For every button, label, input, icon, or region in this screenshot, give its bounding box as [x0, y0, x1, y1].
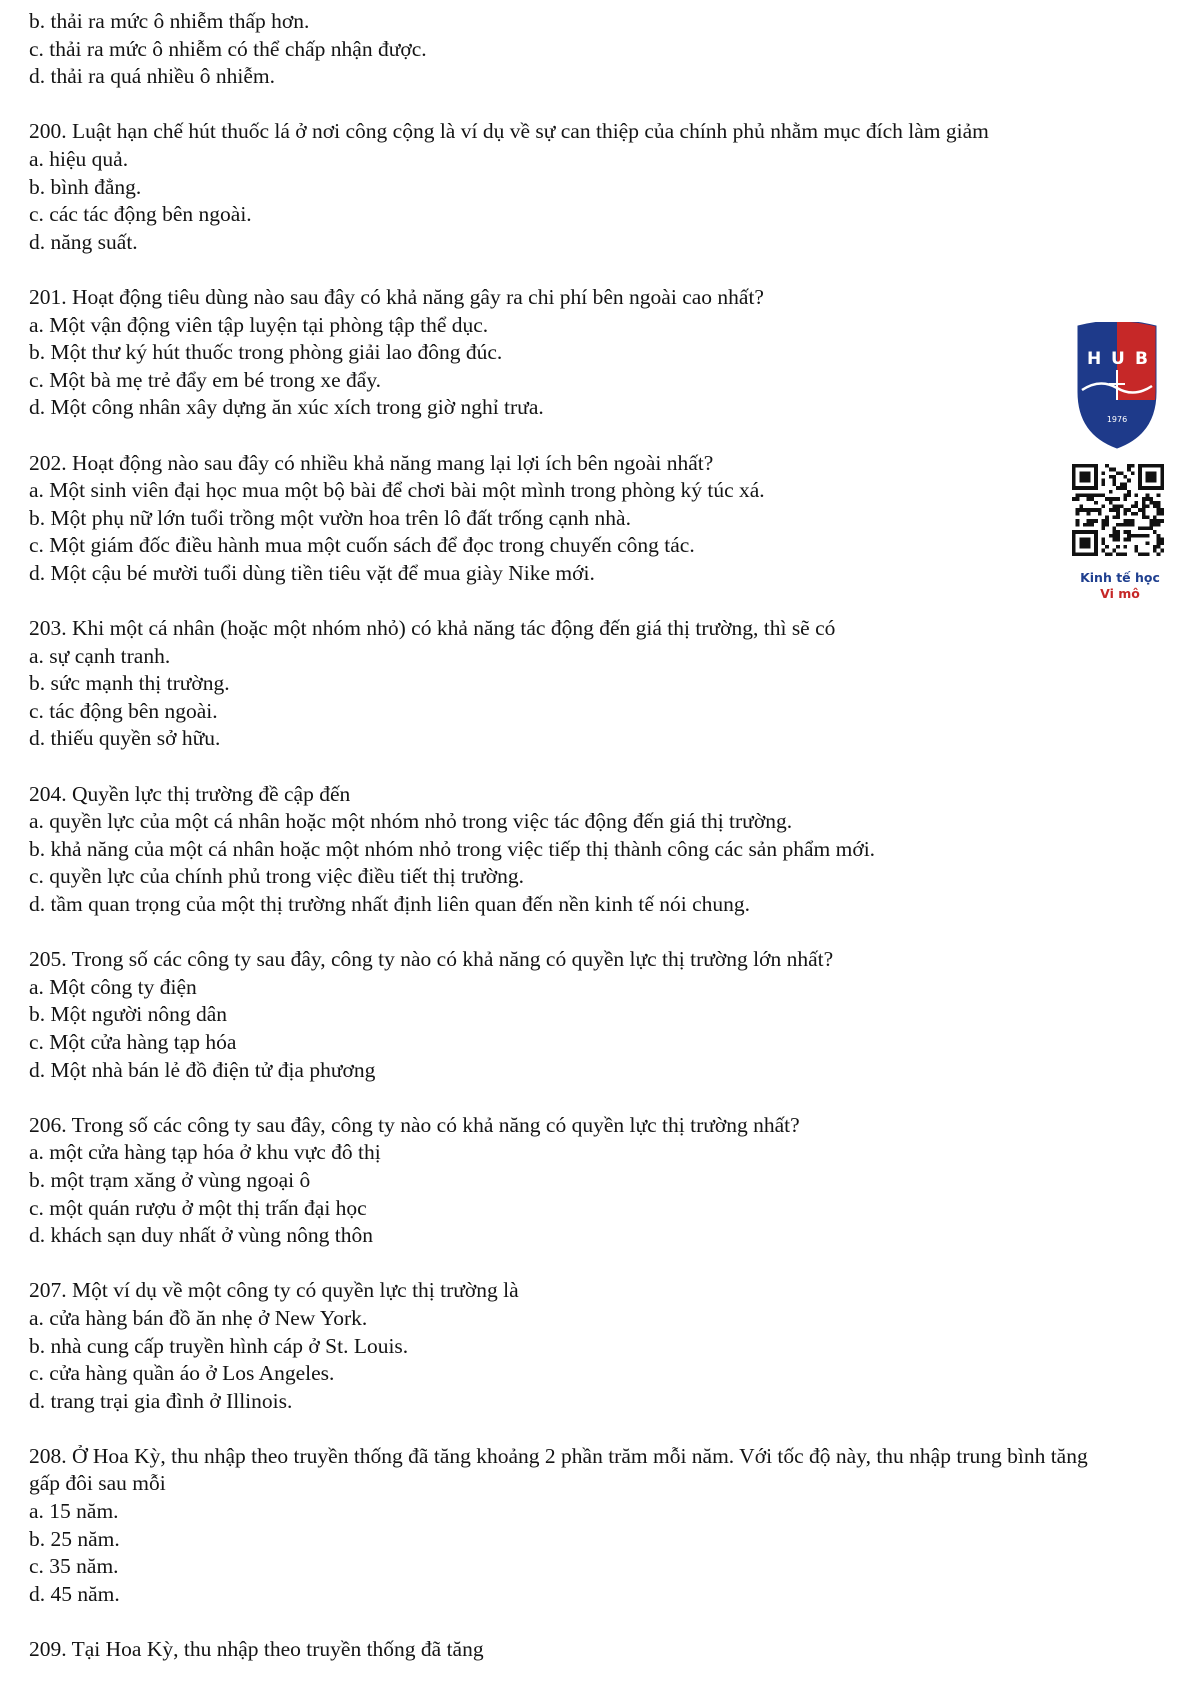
- question-title: 204. Quyền lực thị trường đề cập đến: [29, 781, 351, 806]
- question-block: [29, 587, 1109, 753]
- option-line: d. thải ra quá nhiều ô nhiễm.: [29, 64, 275, 89]
- qr-code: [1072, 464, 1164, 556]
- option-line: b. bình đẳng.: [29, 174, 142, 199]
- hub-logo: [1072, 322, 1162, 457]
- question-title: 205. Trong số các công ty sau đây, công ty nào có khả năng có quyền lực thị trường lớn nhất?: [29, 947, 834, 972]
- option-line: a. quyền lực của một cá nhân hoặc một nhóm nhỏ trong việc tác động đến giá thị trường.: [29, 809, 793, 834]
- question-spacer: [29, 1084, 1109, 1112]
- option-line: b. Một người nông dân: [29, 1002, 228, 1027]
- logo-letter-b: B: [1135, 349, 1148, 369]
- logo-letter-u: U: [1111, 349, 1125, 369]
- option-line: d. tầm quan trọng của một thị trường nhất định liên quan đến nền kinh tế nói chung.: [29, 892, 751, 916]
- question-spacer: [29, 753, 1109, 781]
- question-spacer: [29, 919, 1109, 947]
- question-title: 207. Một ví dụ về một công ty có quyền lực thị trường là: [29, 1278, 519, 1303]
- option-line: b. khả năng của một cá nhân hoặc một nhóm nhỏ trong việc tiếp thị thành công các sản phẩm mới.: [29, 836, 876, 861]
- option-line: b. thải ra mức ô nhiễm thấp hơn.: [29, 9, 310, 33]
- question-title: 203. Khi một cá nhân (hoặc một nhóm nhỏ) có khả năng tác động đến giá thị trường, thì sẽ có: [29, 616, 836, 641]
- option-line: a. Một vận động viên tập luyện tại phòng tập thể dục.: [29, 312, 489, 337]
- sidebar-caption: [1068, 570, 1172, 602]
- option-line: c. Một bà mẹ trẻ đẩy em bé trong xe đẩy.: [29, 367, 382, 392]
- question-block: [29, 1250, 1109, 1416]
- option-line: d. thiếu quyền sở hữu.: [29, 726, 221, 751]
- option-line: c. quyền lực của chính phủ trong việc điều tiết thị trường.: [29, 864, 525, 889]
- option-line: d. Một công nhân xây dựng ăn xúc xích trong giờ nghỉ trưa.: [29, 395, 544, 420]
- question-title: 206. Trong số các công ty sau đây, công ty nào có khả năng có quyền lực thị trường nhất?: [29, 1112, 800, 1137]
- option-line: a. Một công ty điện: [29, 974, 197, 999]
- question-spacer: [29, 1608, 1109, 1636]
- logo-letter-h: H: [1087, 349, 1102, 369]
- question-block: [29, 1415, 1109, 1608]
- question-spacer: [29, 1415, 1109, 1443]
- question-title: 208. Ở Hoa Kỳ, thu nhập theo truyền thống đã tăng khoảng 2 phần trăm mỗi năm. Với tốc độ này, thu nhập trung bình tăng gấp đôi sau mỗi: [29, 1443, 1088, 1496]
- question-spacer: [29, 422, 1109, 450]
- question-block: [29, 919, 1109, 1085]
- logo-year: 1976: [1106, 415, 1128, 424]
- option-line: a. sự cạnh tranh.: [29, 643, 171, 668]
- option-line: b. nhà cung cấp truyền hình cáp ở St. Louis.: [29, 1333, 409, 1358]
- question-block: [29, 1608, 1109, 1663]
- question-list: [29, 91, 1109, 1664]
- option-line: b. sức mạnh thị trường.: [29, 671, 230, 696]
- option-line: c. thải ra mức ô nhiễm có thể chấp nhận được.: [29, 36, 427, 61]
- option-line: a. 15 năm.: [29, 1499, 119, 1524]
- question-title: 202. Hoạt động nào sau đây có nhiều khả năng mang lại lợi ích bên ngoài nhất?: [29, 450, 714, 475]
- question-title: 201. Hoạt động tiêu dùng nào sau đây có khả năng gây ra chi phí bên ngoài cao nhất?: [29, 284, 764, 309]
- option-line: d. năng suất.: [29, 229, 138, 254]
- question-spacer: [29, 256, 1109, 284]
- document-body: [29, 8, 1109, 1664]
- option-line: d. trang trại gia đình ở Illinois.: [29, 1388, 293, 1413]
- option-line: d. khách sạn duy nhất ở vùng nông thôn: [29, 1223, 373, 1248]
- option-line: c. một quán rượu ở một thị trấn đại học: [29, 1195, 367, 1220]
- option-line: b. Một thư ký hút thuốc trong phòng giải lao đông đúc.: [29, 340, 503, 365]
- option-line: b. 25 năm.: [29, 1526, 120, 1551]
- option-line: a. cửa hàng bán đồ ăn nhẹ ở New York.: [29, 1305, 368, 1330]
- question-spacer: [29, 1250, 1109, 1278]
- option-line: c. 35 năm.: [29, 1554, 119, 1579]
- caption-line-1: Kinh tế học: [1080, 570, 1160, 585]
- caption-line-2: Vi mô: [1100, 586, 1140, 601]
- option-line: c. các tác động bên ngoài.: [29, 202, 252, 227]
- option-line: c. tác động bên ngoài.: [29, 698, 218, 723]
- option-line: c. Một cửa hàng tạp hóa: [29, 1029, 237, 1054]
- question-block: [29, 1084, 1109, 1250]
- question-block: [29, 91, 1109, 257]
- question-spacer: [29, 91, 1109, 119]
- question-title: 200. Luật hạn chế hút thuốc lá ở nơi công cộng là ví dụ về sự can thiệp của chính phủ nhằm mục đích làm giảm: [29, 119, 989, 144]
- question-block: [29, 256, 1109, 422]
- option-line: b. một trạm xăng ở vùng ngoại ô: [29, 1167, 311, 1192]
- option-line: b. Một phụ nữ lớn tuổi trồng một vườn hoa trên lô đất trống cạnh nhà.: [29, 505, 631, 530]
- option-line: c. cửa hàng quần áo ở Los Angeles.: [29, 1361, 335, 1386]
- option-line: a. một cửa hàng tạp hóa ở khu vực đô thị: [29, 1140, 381, 1165]
- option-line: a. Một sinh viên đại học mua một bộ bài để chơi bài một mình trong phòng ký túc xá.: [29, 478, 765, 503]
- question-block: [29, 753, 1109, 919]
- option-line: a. hiệu quả.: [29, 146, 129, 171]
- option-line: d. 45 năm.: [29, 1581, 120, 1606]
- question-block: [29, 422, 1109, 588]
- question-spacer: [29, 587, 1109, 615]
- option-line: c. Một giám đốc điều hành mua một cuốn sách để đọc trong chuyến công tác.: [29, 533, 695, 558]
- option-line: d. Một nhà bán lẻ đồ điện tử địa phương: [29, 1057, 376, 1082]
- option-line: d. Một cậu bé mười tuổi dùng tiền tiêu vặt để mua giày Nike mới.: [29, 560, 595, 585]
- intro-options: [29, 8, 1109, 91]
- question-title: 209. Tại Hoa Kỳ, thu nhập theo truyền thống đã tăng: [29, 1637, 484, 1662]
